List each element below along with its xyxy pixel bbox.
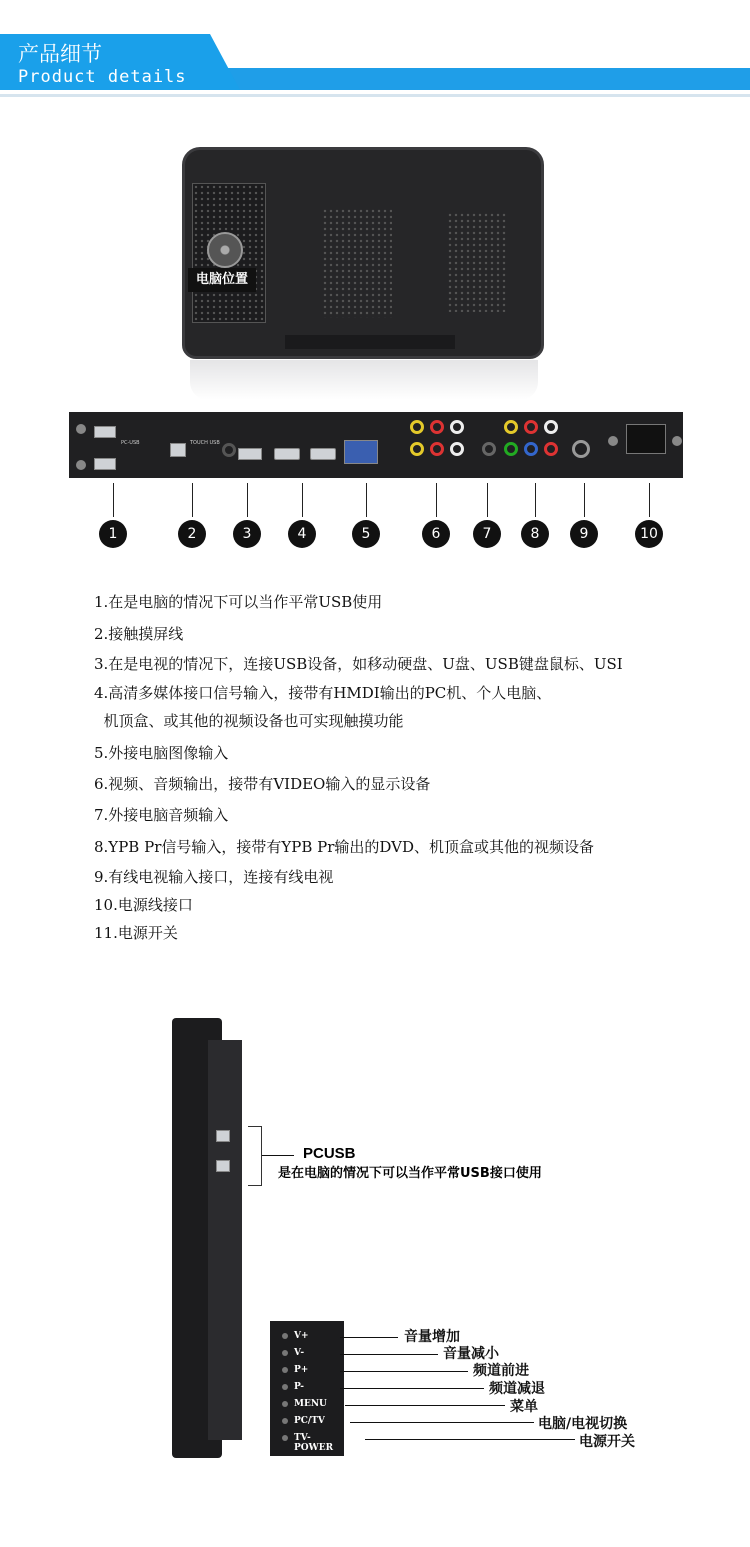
pcusb-description: 是在电脑的情况下可以当作平常USB接口使用: [278, 1166, 542, 1181]
rca-yellow-icon: [410, 420, 424, 434]
callout-line: [366, 483, 367, 517]
port-label-touch: TOUCH USB: [190, 440, 220, 446]
audio-jack-icon: [482, 442, 496, 456]
vga-port-icon: [344, 440, 378, 464]
pc-location-label: 电脑位置: [188, 268, 256, 292]
monitor-vent: [322, 208, 392, 318]
callout-line: [649, 483, 650, 517]
rca-red-icon: [430, 420, 444, 434]
antenna-port-icon: [572, 440, 590, 458]
rca-white-icon: [450, 442, 464, 456]
screw-icon: [608, 436, 618, 446]
callout-line: [340, 1371, 468, 1372]
callout-line: [113, 483, 114, 517]
rca-white-icon: [544, 420, 558, 434]
callout-line: [192, 483, 193, 517]
rca-red-icon: [524, 420, 538, 434]
screw-icon: [76, 424, 86, 434]
rca-red-icon: [430, 442, 444, 456]
callout-line: [436, 483, 437, 517]
panel-button-menu: MENU: [294, 1399, 327, 1409]
callout-line: [340, 1337, 398, 1338]
port-number-badge: 4: [288, 520, 316, 548]
hdmi-port-icon: [310, 448, 336, 460]
monitor-reflection: [190, 360, 538, 400]
panel-button-tv-power: TV-POWER: [294, 1433, 342, 1453]
button-description: 菜单: [510, 1399, 538, 1415]
callout-line: [487, 483, 488, 517]
list-item: 机顶盒、或其他的视频设备也可实现触摸功能: [94, 712, 404, 730]
rca-yellow-icon: [410, 442, 424, 456]
usb-port-icon: [238, 448, 262, 460]
list-item: 8.YPB Pr信号输入，接带有YPB Pr输出的DVD、机顶盒或其他的视频设备: [94, 838, 595, 856]
usb-port-icon: [216, 1160, 230, 1172]
list-item: 4.高清多媒体接口信号输入，接带有HMDI输出的PC机、个人电脑、: [94, 684, 552, 702]
callout-line: [247, 483, 248, 517]
list-item: 7.外接电脑音频输入: [94, 806, 229, 824]
callout-line: [340, 1354, 438, 1355]
callout-line: [535, 483, 536, 517]
panel-button-v-minus: V-: [294, 1348, 304, 1358]
usb-b-port-icon: [170, 443, 186, 457]
port-number-badge: 6: [422, 520, 450, 548]
pcusb-title: PCUSB: [303, 1145, 356, 1162]
callout-bracket: [248, 1126, 262, 1186]
button-description: 音量减小: [443, 1346, 499, 1362]
port-number-badge: 2: [178, 520, 206, 548]
panel-button-p-minus: P-: [294, 1382, 304, 1392]
monitor-stand-plate: [285, 335, 455, 349]
list-item: 10.电源线接口: [94, 896, 193, 914]
monitor-vent: [447, 212, 507, 312]
list-item: 2.接触摸屏线: [94, 625, 184, 643]
port-number-badge: 8: [521, 520, 549, 548]
list-item: 3.在是电视的情况下，连接USB设备，如移动硬盘、U盘、USB键盘鼠标、USI: [94, 655, 623, 673]
list-item: 1.在是电脑的情况下可以当作平常USB使用: [94, 593, 383, 611]
list-item: 5.外接电脑图像输入: [94, 744, 229, 762]
callout-line: [584, 483, 585, 517]
panel-button-pc-tv: PC/TV: [294, 1416, 325, 1426]
hdmi-port-icon: [274, 448, 300, 460]
monitor-side-vent: [208, 1040, 242, 1440]
list-item: 6.视频、音频输出，接带有VIDEO输入的显示设备: [94, 775, 431, 793]
button-description: 频道减退: [489, 1381, 545, 1397]
screw-icon: [672, 436, 682, 446]
port-number-badge: 10: [635, 520, 663, 548]
port-number-badge: 7: [473, 520, 501, 548]
port-number-badge: 3: [233, 520, 261, 548]
rca-red-icon: [544, 442, 558, 456]
port-number-badge: 1: [99, 520, 127, 548]
usb-port-icon: [216, 1130, 230, 1142]
panel-button-p-plus: P+: [294, 1365, 308, 1375]
port-number-badge: 9: [570, 520, 598, 548]
power-socket-icon: [626, 424, 666, 454]
list-item: 9.有线电视输入接口，连接有线电视: [94, 868, 334, 886]
callout-line: [302, 483, 303, 517]
callout-line: [350, 1422, 534, 1423]
button-description: 音量增加: [404, 1329, 460, 1345]
panel-button-v-plus: V+: [294, 1331, 309, 1341]
header-title-cn: 产品细节: [18, 42, 102, 66]
port-label-pcusb: PC-USB: [121, 440, 140, 446]
header-title-en: Product details: [18, 67, 187, 87]
button-description: 频道前进: [473, 1363, 529, 1379]
button-description: 电脑/电视切换: [538, 1416, 628, 1432]
port-number-badge: 5: [352, 520, 380, 548]
screw-icon: [76, 460, 86, 470]
list-item: 11.电源开关: [94, 924, 178, 942]
usb-port-icon: [94, 426, 116, 438]
rca-white-icon: [450, 420, 464, 434]
usb-port-icon: [94, 458, 116, 470]
fan-icon: [207, 232, 243, 268]
callout-line: [365, 1439, 575, 1440]
callout-line: [345, 1405, 505, 1406]
button-description: 电源开关: [579, 1434, 635, 1450]
callout-line: [262, 1155, 294, 1156]
rca-blue-icon: [524, 442, 538, 456]
rca-yellow-icon: [504, 420, 518, 434]
header-divider: [0, 94, 750, 97]
callout-line: [340, 1388, 484, 1389]
audio-jack-icon: [222, 443, 236, 457]
rca-green-icon: [504, 442, 518, 456]
